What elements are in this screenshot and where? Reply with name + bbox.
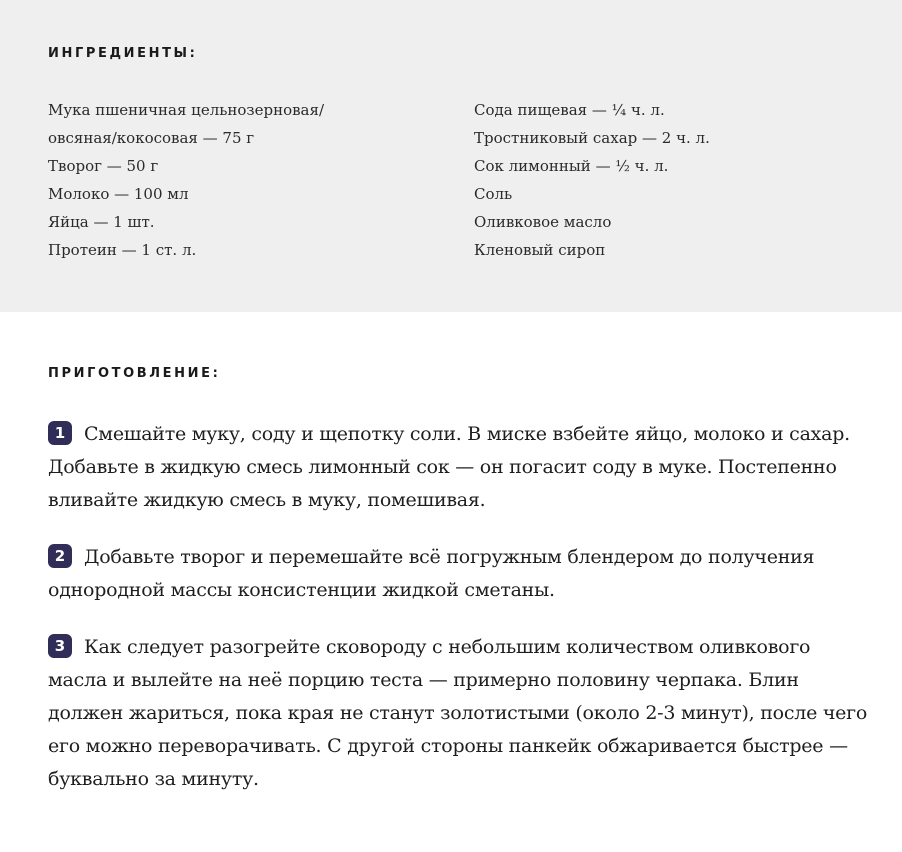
step-number-badge: 3 [48, 634, 72, 658]
step-text: Как следует разогрейте сковороду с небольшим количеством оливкового масла и вылейте на неё порцию теста — примерно половину черпака. Блин должен жариться, пока края не станут золотистыми (около 2-3 минут), после чего его можно переворачивать. С другой стороны панкейк обжаривается быстрее — буквально за минуту. [48, 636, 868, 790]
ingredient-item: Молоко — 100 мл [48, 185, 189, 203]
step-1 [48, 418, 874, 517]
preparation-heading: ПРИГОТОВЛЕНИЕ: [48, 366, 221, 381]
ingredient-item: овсяная/кокосовая — 75 г [48, 129, 255, 147]
step-number-badge: 1 [48, 421, 72, 445]
step-2 [48, 541, 874, 607]
ingredient-item: Сода пищевая — ¼ ч. л. [474, 101, 665, 119]
step-text: Смешайте муку, соду и щепотку соли. В миске взбейте яйцо, молоко и сахар. Добавьте в жидкую смесь лимонный сок — он погасит соду в муке. Постепенно вливайте жидкую смесь в муку, помешивая. [48, 423, 850, 511]
ingredient-item: Творог — 50 г [48, 157, 159, 175]
ingredients-heading: ИНГРЕДИЕНТЫ: [48, 46, 198, 61]
preparation-steps [48, 418, 874, 820]
step-3 [48, 631, 874, 796]
ingredient-item: Яйца — 1 шт. [48, 213, 155, 231]
ingredients-list-right [474, 96, 710, 264]
ingredient-item: Кленовый сироп [474, 241, 606, 259]
ingredient-item: Соль [474, 185, 513, 203]
ingredient-item: Сок лимонный — ½ ч. л. [474, 157, 669, 175]
ingredients-list-left [48, 96, 324, 264]
ingredient-item: Протеин — 1 ст. л. [48, 241, 197, 259]
ingredient-item: Оливковое масло [474, 213, 612, 231]
ingredient-item: Тростниковый сахар — 2 ч. л. [474, 129, 710, 147]
step-number-badge: 2 [48, 544, 72, 568]
ingredients-panel [0, 0, 902, 312]
step-text: Добавьте творог и перемешайте всё погружным блендером до получения однородной массы консистенции жидкой сметаны. [48, 546, 815, 601]
ingredient-item: Мука пшеничная цельнозерновая/ [48, 101, 325, 119]
